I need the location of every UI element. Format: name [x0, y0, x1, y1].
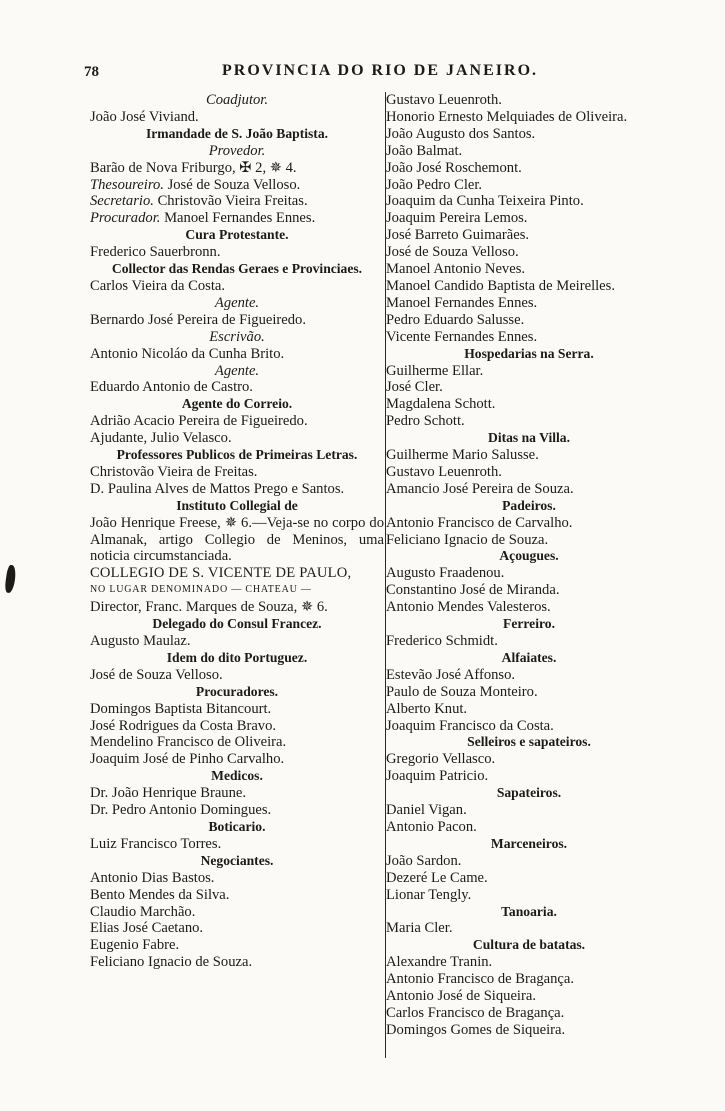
entry: Guilherme Mario Salusse.: [386, 447, 539, 464]
role-label: Procurador.: [90, 210, 161, 227]
section-heading: Ferreiro.: [503, 616, 555, 632]
entry: Eduardo Antonio de Castro.: [90, 379, 253, 396]
running-head-title: PROVINCIA DO RIO DE JANEIRO.: [221, 62, 539, 79]
entry: Barão de Nova Friburgo, ✠ 2, ✵ 4.: [90, 159, 297, 176]
entry: Joaquim Pereira Lemos.: [386, 210, 528, 227]
entry: Luiz Francisco Torres.: [90, 835, 222, 852]
entry: Bernardo José Pereira de Figueiredo.: [90, 311, 306, 328]
section-heading: Professores Publicos de Primeiras Letras.: [116, 447, 358, 463]
entry: Joaquim José de Pinho Carvalho.: [90, 751, 285, 768]
entry: Bento Mendes da Silva.: [90, 886, 230, 903]
entry: Feliciano Ignacio de Souza.: [90, 954, 253, 971]
entry: João Pedro Cler.: [386, 176, 483, 193]
section-heading: Negociantes.: [200, 852, 274, 868]
role-heading: Provedor.: [208, 142, 266, 159]
ink-blot: [4, 565, 17, 594]
section-heading: Idem do dito Portuguez.: [166, 649, 308, 665]
entry: Carlos Vieira da Costa.: [90, 277, 226, 294]
entry: Gustavo Leuenroth.: [386, 463, 502, 480]
role-heading: Agente.: [214, 362, 260, 379]
entry: Constantino José de Miranda.: [386, 582, 560, 599]
entry: Director, Franc. Marques de Souza, ✵ 6.: [90, 599, 328, 616]
section-heading: Procuradores.: [195, 683, 279, 699]
entry: Augusto Maulaz.: [90, 633, 191, 649]
entry-name: Manoel Fernandes Ennes.: [164, 210, 316, 227]
entry: José Barreto Guimarães.: [386, 227, 530, 244]
entry: Pedro Eduardo Salusse.: [386, 311, 525, 328]
entry: Antonio Pacon.: [386, 818, 477, 835]
entry: Daniel Vigan.: [386, 802, 467, 819]
entry: Antonio Francisco de Carvalho.: [386, 514, 573, 531]
entry: Dezeré Le Came.: [386, 869, 488, 886]
entry: João Augusto dos Santos.: [386, 125, 536, 142]
role-heading: Coadjutor.: [205, 92, 269, 108]
entry: Elias José Caetano.: [90, 920, 204, 937]
entry: José Cler.: [386, 379, 443, 396]
entry: Vicente Fernandes Ennes.: [386, 328, 538, 345]
entry: Augusto Fraadenou.: [386, 565, 505, 582]
entry: João José Roschemont.: [386, 159, 522, 176]
entry: Adrião Acacio Pereira de Figueiredo.: [90, 413, 308, 430]
entry: José de Souza Velloso.: [90, 666, 223, 683]
section-heading: Alfaiates.: [501, 649, 557, 665]
entry: Magdalena Schott.: [386, 396, 496, 413]
section-heading: Sapateiros.: [496, 785, 562, 801]
section-heading: Boticario.: [208, 818, 266, 834]
entry: Lionar Tengly.: [386, 886, 472, 903]
entry: Antonio Nicoláo da Cunha Brito.: [90, 345, 285, 362]
role-label: Thesoureiro.: [90, 176, 164, 193]
entry: José de Souza Velloso.: [386, 244, 519, 261]
entry: Manoel Candido Baptista de Meirelles.: [386, 277, 615, 294]
role-heading: Agente.: [214, 294, 260, 311]
entry: Antonio Francisco de Bragança.: [386, 971, 575, 988]
entry: Claudio Marchão.: [90, 903, 196, 920]
entry: Alexandre Tranin.: [386, 954, 493, 971]
left-column: [90, 92, 384, 971]
entry: Christovão Vieira de Freitas.: [90, 463, 258, 480]
role-heading: Escrivão.: [209, 328, 265, 345]
section-heading: Selleiros e sapateiros.: [467, 734, 591, 750]
entry: Amancio José Pereira de Souza.: [386, 480, 574, 497]
entry: Honorio Ernesto Melquiades de Oliveira.: [386, 108, 628, 125]
entry: Domingos Baptista Bitancourt.: [90, 700, 272, 717]
section-heading: Padeiros.: [502, 497, 556, 513]
entry-name: José de Souza Velloso.: [167, 176, 301, 193]
entry: NO LUGAR DENOMINADO — CHATEAU —: [90, 584, 312, 596]
entry: Joaquim Francisco da Costa.: [386, 717, 554, 734]
entry: João José Viviand.: [90, 108, 199, 125]
entry: Guilherme Ellar.: [386, 362, 484, 379]
section-heading: Tanoaria.: [501, 903, 557, 919]
entry: Dr. João Henrique Braune.: [90, 785, 247, 802]
entry: [90, 193, 384, 210]
section-heading: Cultura de batatas.: [472, 937, 586, 953]
entry: Manoel Fernandes Ennes.: [386, 294, 538, 311]
entry: [90, 210, 384, 227]
entry-name: Christovão Vieira Freitas.: [157, 193, 308, 210]
entry: Antonio José de Siqueira.: [386, 988, 536, 1005]
section-heading: Collector das Rendas Geraes e Provinciaes.: [111, 261, 363, 277]
role-label: Secretario.: [90, 193, 154, 210]
section-heading: Açougues.: [499, 548, 559, 564]
right-column: [386, 92, 672, 1039]
entry: João Sardon.: [386, 852, 462, 869]
entry: [90, 177, 384, 194]
page-number: 78: [84, 64, 99, 80]
entry: Ajudante, Julio Velasco.: [90, 430, 232, 447]
entry: Domingos Gomes de Siqueira.: [386, 1021, 566, 1038]
entry: Manoel Antonio Neves.: [386, 261, 526, 278]
section-heading: Ditas na Villa.: [488, 430, 570, 446]
entry: Pedro Schott.: [386, 413, 465, 430]
entry: Antonio Mendes Valesteros.: [386, 599, 551, 616]
entry: Paulo de Souza Monteiro.: [386, 683, 538, 700]
entry: Joaquim Patricio.: [386, 768, 489, 785]
section-heading: Delegado do Consul Francez.: [152, 616, 322, 632]
entry: Frederico Schmidt.: [386, 633, 498, 649]
entry: João Henrique Freese, ✵ 6.—Veja-se no corpo do Almanak, artigo Collegio de Meninos, uma noticia circumstanciada.: [90, 514, 384, 565]
entry: Eugenio Fabre.: [90, 937, 180, 954]
entry: Dr. Pedro Antonio Domingues.: [90, 802, 272, 819]
section-heading: Instituto Collegial de: [176, 497, 298, 513]
section-heading: Medicos.: [211, 768, 263, 784]
entry: Antonio Dias Bastos.: [90, 869, 215, 886]
entry: Gregorio Vellasco.: [386, 751, 496, 768]
entry: Mendelino Francisco de Oliveira.: [90, 734, 287, 751]
entry: Joaquim da Cunha Teixeira Pinto.: [386, 193, 584, 210]
entry: Carlos Francisco de Bragança.: [386, 1004, 565, 1021]
entry: Gustavo Leuenroth.: [386, 92, 502, 108]
entry: Alberto Knut.: [386, 700, 468, 717]
entry: Frederico Sauerbronn.: [90, 244, 221, 261]
entry: João Balmat.: [386, 142, 463, 159]
section-heading: Hospedarias na Serra.: [464, 345, 594, 361]
section-heading: Irmandade de S. João Baptista.: [145, 125, 329, 141]
entry: D. Paulina Alves de Mattos Prego e Santos.: [90, 480, 345, 497]
entry: Maria Cler.: [386, 920, 453, 937]
section-heading: Cura Protestante.: [185, 227, 289, 243]
section-heading: Agente do Correio.: [181, 396, 293, 412]
entry: Estevão José Affonso.: [386, 666, 516, 683]
section-heading: Marceneiros.: [490, 835, 568, 851]
entry: José Rodrigues da Costa Bravo.: [90, 717, 277, 734]
entry: COLLEGIO DE S. VICENTE DE PAULO,: [90, 565, 352, 582]
entry: Feliciano Ignacio de Souza.: [386, 531, 549, 548]
